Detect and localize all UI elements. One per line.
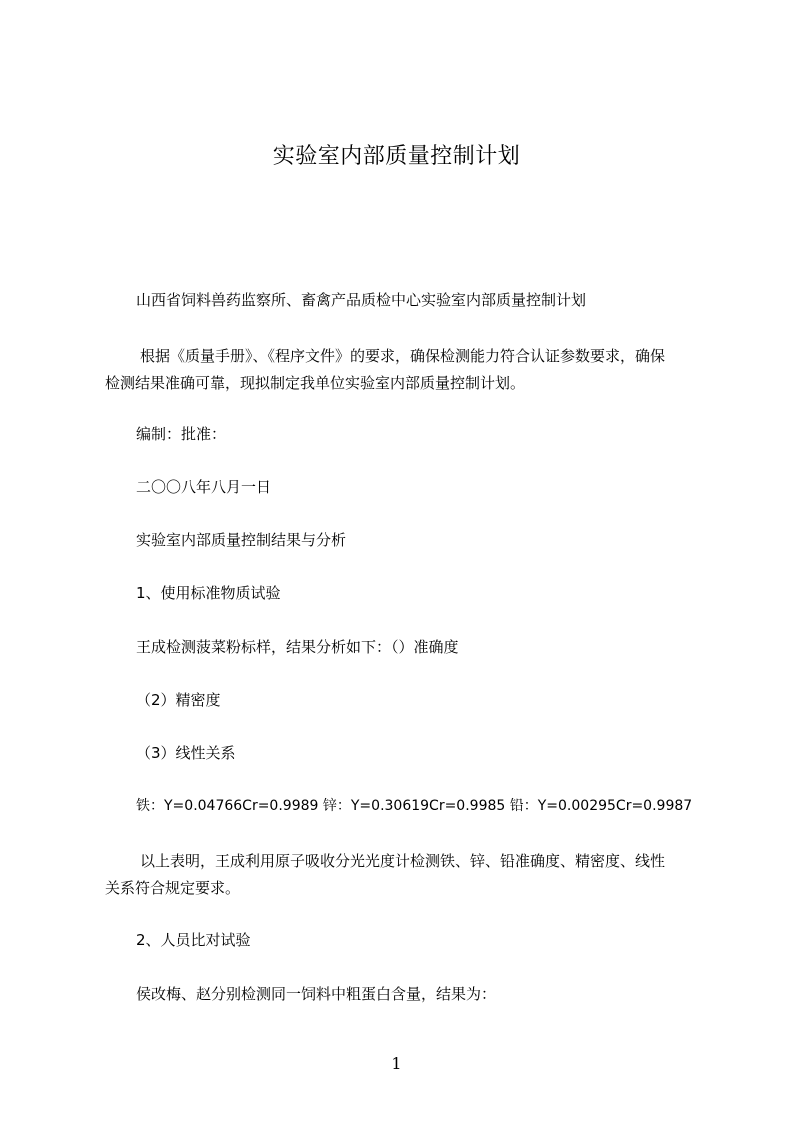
section-2-heading: 2、人员比对试验 [136,931,251,949]
section-1-heading: 1、使用标准物质试验 [136,584,281,602]
org-line: 山西省饲料兽药监察所、畜禽产品质检中心实验室内部质量控制计划 [136,291,587,309]
results-heading: 实验室内部质量控制结果与分析 [136,531,347,549]
page-number: 1 [391,1054,402,1073]
document-date: 二〇〇八年八月一日 [136,478,272,496]
item-precision: （2）精密度 [136,691,221,709]
item-linearity: （3）线性关系 [136,744,236,762]
editor-approver: 编制：批准： [136,425,227,443]
section-2-text: 侯改梅、赵分别检测同一饲料中粗蛋白含量，结果为： [136,985,497,1003]
section-1-text: 王成检测菠菜粉标样，结果分析如下：（）准确度 [136,638,459,656]
regression-results: 铁：Y=0.04766Cr=0.9989 锌：Y=0.30619Cr=0.9985 铅：Y=0.00295Cr=0.9987 [136,798,693,814]
basis-line-2: 检测结果准确可靠，现拟制定我单位实验室内部质量控制计划。 [105,374,526,392]
conclusion-line-2: 关系符合规定要求。 [105,879,241,897]
document-title: 实验室内部质量控制计划 [272,144,521,169]
conclusion-line-1: 以上表明，王成利用原子吸收分光光度计检测铁、锌、铅准确度、精密度、线性 [140,852,666,870]
basis-line-1: 根据《质量手册》、《程序文件》的要求，确保检测能力符合认证参数要求，确保 [140,347,666,365]
